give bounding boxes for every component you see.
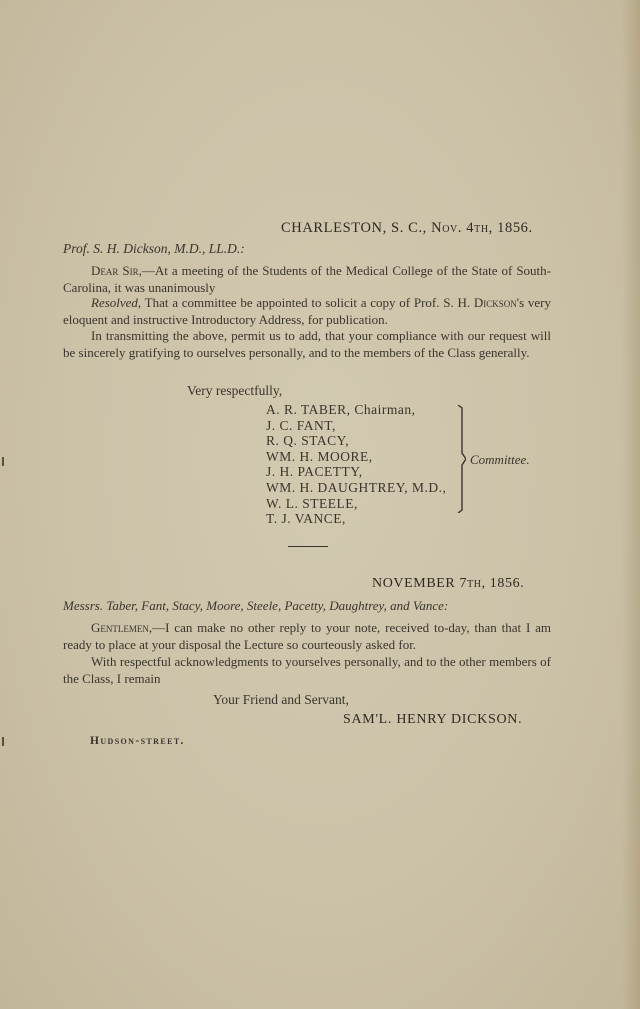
letter2-paragraph-1-text: —I can make no other reply to your note, received to-day, than that I am ready to place at your disposal the Lecture so courteously asked for. <box>63 620 551 652</box>
letter1-paragraph-2-lead: Resolved, <box>91 295 142 310</box>
letter1-dateline-date: Nov. 4th, 1856. <box>431 220 533 236</box>
letter2-paragraph-2: With respectful acknowledgments to yourselves personally, and to the other members of the Class, I remain <box>63 654 551 686</box>
page-edge-shadow <box>622 0 640 1009</box>
committee-name: WM. H. MOORE, <box>266 448 373 464</box>
letter1-paragraph-2-text-a: That a committee be appointed to solicit a copy of Prof. S. H. <box>141 295 474 310</box>
letter1-salutation: Prof. S. H. Dickson, M.D., LL.D.: <box>63 241 245 256</box>
letter1-paragraph-2-name: Dickson <box>473 295 517 310</box>
committee-name: W. L. STEELE, <box>266 495 358 511</box>
letter2-salutation: Messrs. Taber, Fant, Stacy, Moore, Steele, Pacetty, Daughtrey, and Vance: <box>63 598 449 613</box>
letter2-place: Hudson-street. <box>90 735 185 747</box>
committee-name: J. C. FANT, <box>266 417 336 433</box>
letter1-paragraph-3: In transmitting the above, permit us to add, that your compliance with our request will be sincerely gratifying to ourselves personally, and to the members of the Class generally. <box>63 328 551 360</box>
committee-name: J. H. PACETTY, <box>266 464 363 480</box>
letter1-paragraph-1 <box>63 263 551 296</box>
margin-mark <box>2 737 4 746</box>
letter2-dateline-month: NOVEMBER <box>372 576 460 591</box>
letter2-dateline <box>372 576 524 592</box>
letter2-dateline-date: 7th, 1856. <box>459 576 525 591</box>
letter1-paragraph-2-text-b: 's very eloquent and instructive Introductory Address, for publication. <box>63 295 551 327</box>
committee-name: R. Q. STACY, <box>266 433 350 449</box>
letter1-paragraph-2 <box>63 295 551 328</box>
committee-names-list <box>266 402 446 527</box>
letter1-paragraph-1-lead: Dear Sir, <box>91 263 142 278</box>
committee-brace <box>452 405 466 513</box>
letter2-closing: Your Friend and Servant, <box>213 692 349 707</box>
letter2-signature: SAM'L. HENRY DICKSON. <box>343 712 523 727</box>
letter2-paragraph-1 <box>63 620 551 653</box>
letter1-paragraph-1-text: —At a meeting of the Students of the Medical College of the State of South-Carolina, it was unanimously <box>63 263 551 295</box>
committee-name: A. R. TABER, Chairman, <box>266 402 416 417</box>
margin-mark <box>2 457 4 466</box>
letter1-dateline <box>281 220 533 237</box>
committee-label: Committee. <box>470 452 530 467</box>
letter1-closing: Very respectfully, <box>187 383 283 398</box>
committee-name: T. J. VANCE, <box>266 511 346 527</box>
committee-name: WM. H. DAUGHTREY, M.D., <box>266 479 447 495</box>
section-divider <box>288 546 328 547</box>
letter1-dateline-place: CHARLESTON, S. C., <box>281 220 432 236</box>
letter2-paragraph-1-lead: Gentlemen, <box>91 620 153 635</box>
